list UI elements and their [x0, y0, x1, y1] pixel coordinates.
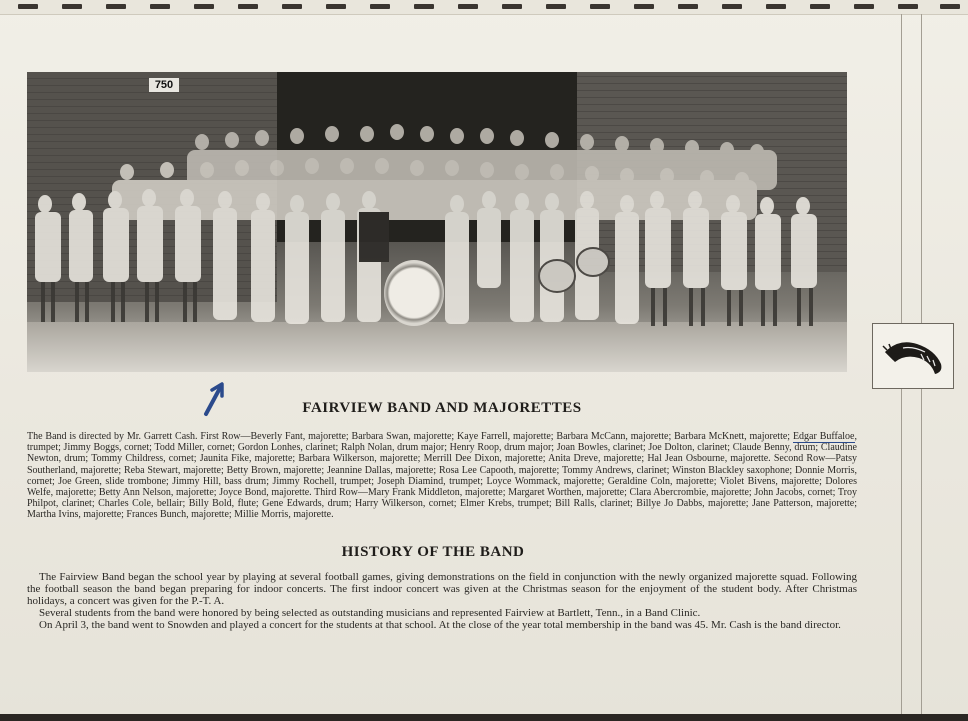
band-members-figures — [27, 72, 847, 372]
binding-hole — [502, 4, 522, 9]
binding-hole — [722, 4, 742, 9]
binding-hole — [590, 4, 610, 9]
photo-caption — [27, 431, 857, 521]
caption-text: , trumpet; Jimmy Boggs, cornet; Todd Miller, cornet; Gordon Lonhes, clarinet; Ralph Nolan, drum major; Henry Roop, drum major; Joan Bowles, clarinet; Joe Dolton, clarinet; Claude Benny, drum; Claudine Newton, drum; Tommy Childress, cornet; Jaunita Fike, majorette; Barbara Wilkerson, majorette; Merrill Dee Dixon, majorette; Anita Dreve, majorette; Hal Jean Osbourne, majorette. Second Row—Patsy Southerland, majorette; Reba Stewart, majorette; Betty Brown, majorette; Jeannine Dallas, majorette; Rosa Lee Capooth, majorette; Tommy Andrews, clarinet; Winston Blackley saxophone; Donnie Morris, cornet; Joe Green, slide trombone; Jimmy Hill, bass drum; Jimmy Rochell, trumpet; Joseph Diamind, trumpet; Loyce Wommack, majorette; Geraldine Coln, majorette; Violet Bivens, majorette; Dolores Welfe, majorette; Betty Ann Nelson, majorette; Joyce Bond, majorette. Third Row—Mary Frank Middleton, majorette; Margaret Worthen, majorette; Clara Abercrombie, majorette; John Jacobs, cornet; Troy Philpot, clarinet; Charles Cole, bellair; Billy Bold, flute; Gene Edwards, drum; Harry Wilkerson, cornet; Elmer Krebs, trumpet; Bill Ralls, clarinet; Billye Jo Dabbs, majorette; Jane Patterson, majorette; Martha Ivins, majorette; Frances Bunch, majorette; Millie Morris, majorette. — [27, 431, 857, 521]
binding-hole — [414, 4, 434, 9]
binding-hole — [634, 4, 654, 9]
bass-drum — [384, 260, 444, 326]
building-number-sign: 750 — [149, 78, 179, 92]
binding-hole — [898, 4, 918, 9]
history-paragraph: The Fairview Band began the school year by playing at several football games, giving demonstrations on the field in conjunction with the newly organized majorette squad. Following the football season the band began preparing for indoor concerts. The first indoor concert was given at the Christmas season for the enjoyment of the student body. After Christmas holidays, a concert was given for the P.-T. A. — [27, 571, 857, 607]
binding-hole — [940, 4, 960, 9]
binding-hole — [854, 4, 874, 9]
caption-text: The Band is directed by Mr. Garrett Cash. First Row—Beverly Fant, majorette; Barbara Swan, majorette; Kaye Farrell, majorette; Barbara McCann, majorette; Barbara McKnett, majorette; — [27, 431, 793, 442]
binding-hole — [18, 4, 38, 9]
history-paragraph: Several students from the band were honored by being selected as outstanding musicians and represented Fairview at Bartlett, Tenn., in a Band Clinic. — [39, 607, 701, 619]
binding-hole — [106, 4, 126, 9]
side-emblem — [872, 323, 954, 389]
binding-hole — [326, 4, 346, 9]
binding-hole — [810, 4, 830, 9]
binding-hole — [678, 4, 698, 9]
page-bottom-edge — [0, 714, 968, 721]
binding-hole — [282, 4, 302, 9]
section-title-band: FAIRVIEW BAND AND MAJORETTES — [302, 400, 582, 416]
binding-hole — [546, 4, 566, 9]
binding-hole — [766, 4, 786, 9]
binding-hole — [62, 4, 82, 9]
binding-hole — [238, 4, 258, 9]
band-group-photo — [27, 72, 847, 372]
spiral-binding — [0, 0, 968, 15]
binding-hole — [150, 4, 170, 9]
serpent-emblem-icon — [873, 324, 953, 388]
binding-hole — [458, 4, 478, 9]
history-text — [27, 571, 857, 631]
section-title-history: HISTORY OF THE BAND — [341, 544, 525, 560]
caption-underlined-name: Edgar Buffaloe — [792, 431, 855, 442]
history-paragraph: On April 3, the band went to Snowden and played a concert for the students at that school. At the close of the year total membership in the band was 45. Mr. Cash is the band director. — [39, 619, 841, 631]
binding-hole — [370, 4, 390, 9]
binding-hole — [194, 4, 214, 9]
